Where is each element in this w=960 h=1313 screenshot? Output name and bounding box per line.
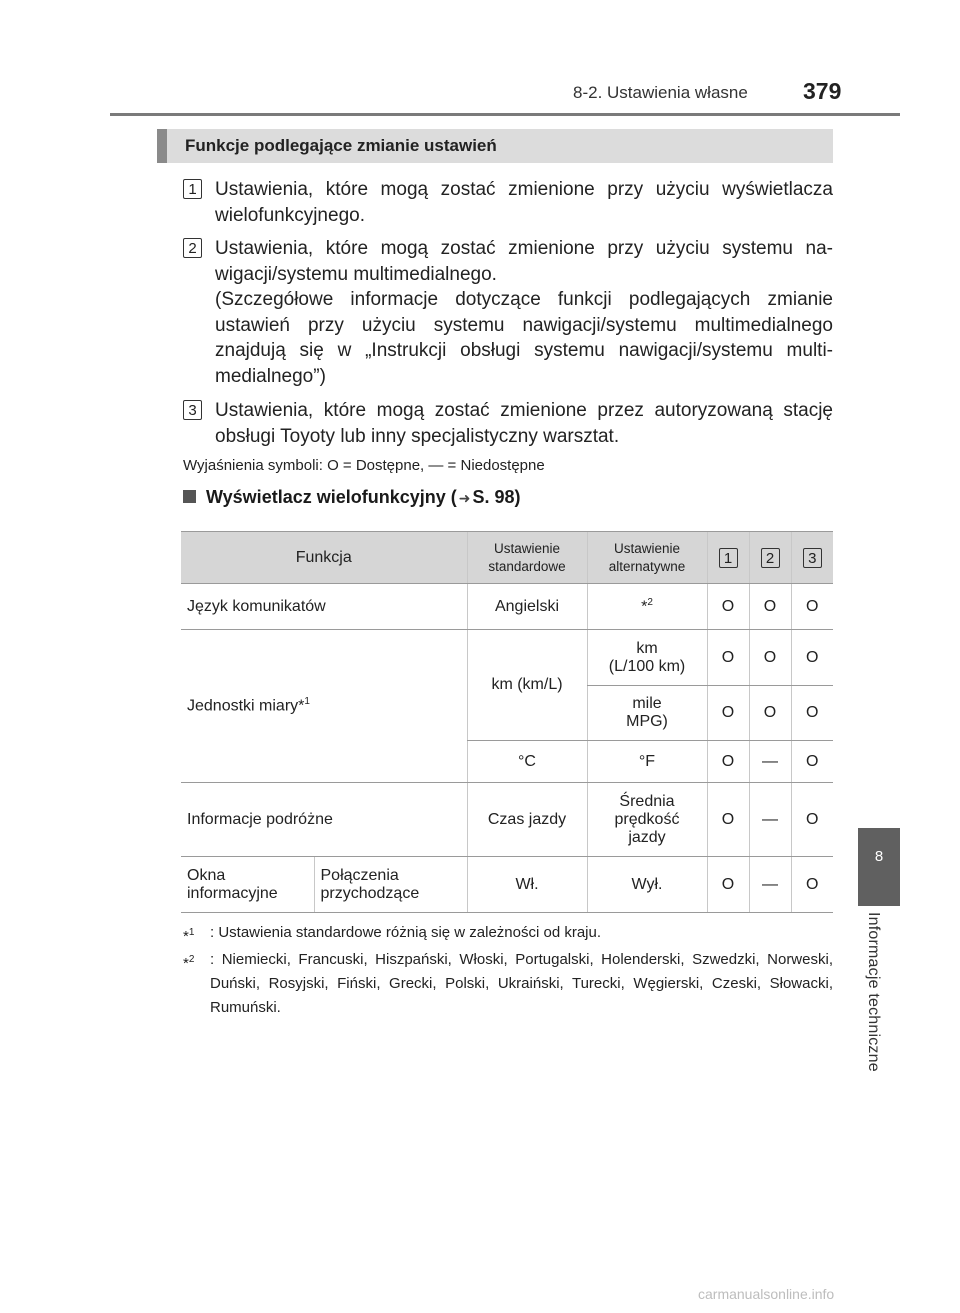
chapter-tab	[858, 828, 900, 906]
item-text: Ustawienia, które mogą zostać zmienione przy użyciu wyświetlacza wielofunkcyjnego.	[215, 179, 833, 226]
subheading-text: Wyświetlacz wielofunkcyjny (	[206, 487, 457, 507]
header-section-title: 8-2. Ustawienia własne	[573, 83, 748, 102]
settings-table	[181, 531, 833, 913]
row-col-3: O	[791, 630, 833, 686]
header-col-3: 3	[791, 532, 833, 584]
footnote	[183, 921, 833, 945]
item-text: Ustawienia, które mogą zostać zmienione przy użyciu systemu na-wigacji/systemu multimedialnego.	[215, 238, 833, 285]
row-subfunction: Połączenia przychodzące	[314, 857, 467, 913]
footnote-text: : Niemiecki, Francuski, Hiszpański, Włoski, Portugalski, Holenderski, Szwedzki, Norweski, Duński, Rosyjski, Fiński, Grecki, Polski, Ukraiński, Turecki, Węgierski, Czeski, Słowacki, Rumuński.	[210, 951, 833, 1016]
header-col-2: 2	[749, 532, 791, 584]
row-col-2: —	[749, 741, 791, 783]
section-heading	[157, 129, 833, 163]
row-col-3: O	[791, 584, 833, 630]
row-default: Wł.	[467, 857, 587, 913]
table-row	[181, 783, 833, 857]
row-col-2: O	[749, 584, 791, 630]
item-text: Ustawienia, które mogą zostać zmienione przez autoryzowaną stację obsługi Toyoty lub inny specjalistyczny warsztat.	[215, 400, 833, 447]
row-alternative: mile MPG)	[587, 686, 707, 741]
row-col-2: —	[749, 857, 791, 913]
header-col-1: 1	[707, 532, 749, 584]
row-default: Angielski	[467, 584, 587, 630]
row-col-2: O	[749, 630, 791, 686]
row-col-3: O	[791, 857, 833, 913]
table-header-row	[181, 532, 833, 584]
row-col-1: O	[707, 857, 749, 913]
footnote-mark: *$^1$	[183, 927, 195, 945]
list-item	[183, 177, 833, 228]
row-col-2: O	[749, 686, 791, 741]
subheading-ref: S. 98)	[472, 487, 521, 507]
footnote-text: : Ustawienia standardowe różnią się w zależności od kraju.	[210, 924, 602, 941]
row-col-1: O	[707, 741, 749, 783]
row-alternative: Wył.	[587, 857, 707, 913]
row-alternative: *$^2$	[587, 584, 707, 630]
watermark: carmanualsonline.info	[698, 1286, 835, 1302]
row-col-1: O	[707, 783, 749, 857]
row-default: °C	[467, 741, 587, 783]
arrow-right-icon: ➜	[458, 490, 471, 506]
table-row	[181, 630, 833, 686]
subheading	[183, 487, 521, 508]
item-note: (Szczegółowe informacje dotyczące funkcji podlegających zmianie ustawień przy użyciu systemu nawigacji/systemu multimedialnego znajdują się w „Instrukcji obsługi systemu nawigacji/systemu multi-medialnego”)	[215, 289, 833, 387]
row-alternative: °F	[587, 741, 707, 783]
header-rule	[110, 113, 900, 116]
page-number: 379	[803, 78, 842, 104]
row-col-3: O	[791, 783, 833, 857]
row-alternative: km (L/100 km)	[587, 630, 707, 686]
number-badge: 1	[183, 179, 202, 199]
list-item	[183, 398, 833, 449]
row-col-3: O	[791, 741, 833, 783]
row-function: Jednostki miary*$^1$	[181, 630, 467, 783]
row-default: km (km/L)	[467, 630, 587, 741]
section-heading-text: Funkcje podlegające zmianie ustawień	[185, 136, 497, 155]
row-function: Okna informacyjne	[181, 857, 314, 913]
table-row	[181, 584, 833, 630]
row-alternative: Średnia prędkość jazdy	[587, 783, 707, 857]
row-default: Czas jazdy	[467, 783, 587, 857]
header-default: Ustawienie standardowe	[467, 532, 587, 584]
chapter-title: Informacje techniczne	[865, 912, 882, 1072]
number-badge: 3	[183, 400, 202, 420]
row-col-1: O	[707, 630, 749, 686]
list-item	[183, 236, 833, 389]
row-function: Informacje podróżne	[181, 783, 467, 857]
number-badge: 2	[183, 238, 202, 258]
row-col-3: O	[791, 686, 833, 741]
table-row	[181, 857, 833, 913]
footnote	[183, 948, 833, 1020]
header-function: Funkcja	[181, 532, 467, 584]
symbol-legend: Wyjaśnienia symboli: O = Dostępne, — = Niedostępne	[183, 457, 545, 474]
chapter-number: 8	[874, 848, 884, 865]
footnote-mark: *$^2$	[183, 954, 195, 972]
row-col-1: O	[707, 584, 749, 630]
row-col-2: —	[749, 783, 791, 857]
row-col-1: O	[707, 686, 749, 741]
square-bullet-icon	[183, 490, 196, 503]
row-function: Język komunikatów	[181, 584, 467, 630]
header-alternative: Ustawienie alternatywne	[587, 532, 707, 584]
